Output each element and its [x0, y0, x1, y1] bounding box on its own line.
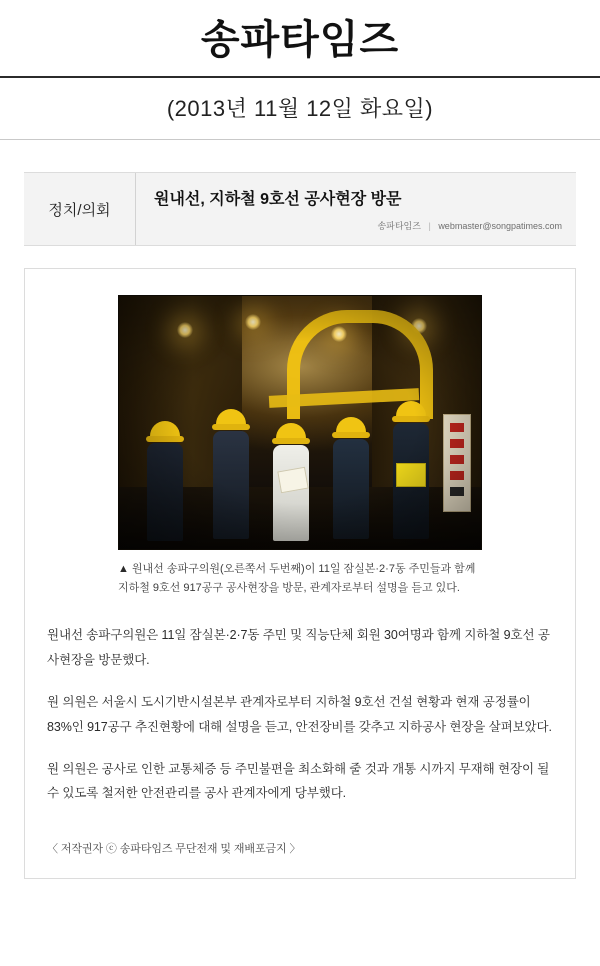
- masthead-title: 송파타임즈: [200, 18, 400, 62]
- article-photo: [118, 295, 482, 550]
- byline-author: 송파타임즈: [377, 221, 421, 231]
- article-figure: [47, 295, 553, 597]
- article-paragraph: 원 의원은 서울시 도시기반시설본부 관계자로부터 지하철 9호선 건설 현황과 현재 공정률이 83%인 917공구 추진현황에 대해 설명을 듣고, 안전장비를 갖추고 지하공사 현장을 살펴보았다.: [47, 695, 552, 734]
- masthead-divider-thin: [0, 139, 600, 140]
- masthead: [0, 0, 600, 140]
- photo-vignette: [119, 296, 481, 549]
- article-paragraph: 원내선 송파구의원은 11일 잠실본·2·7동 주민 및 직능단체 회원 30여명과 함께 지하철 9호선 공사현장을 방문했다.: [47, 628, 550, 667]
- byline-separator: |: [428, 221, 431, 231]
- article-body: [24, 268, 576, 879]
- caption-marker-icon: ▲: [118, 563, 129, 575]
- article-category[interactable]: 정치/의회: [24, 173, 136, 245]
- headline-right: [136, 173, 576, 245]
- masthead-date: (2013년 11월 12일 화요일): [166, 96, 434, 121]
- article-paragraph: 원 의원은 공사로 인한 교통체증 등 주민불편을 최소화해 줄 것과 개통 시까지 무재해 현장이 될 수 있도록 철저한 안전관리를 공사 관계자에게 당부했다.: [47, 761, 550, 801]
- copyright-notice: 〈 저작권자 ⓒ 송파타임즈 무단전재 및 재배포금지 〉: [47, 842, 301, 855]
- article-title: 원내선, 지하철 9호선 공사현장 방문: [154, 191, 402, 209]
- byline: [154, 221, 562, 232]
- byline-email[interactable]: webmaster@songpatimes.com: [438, 221, 562, 231]
- headline-block: [24, 172, 576, 246]
- photo-caption: [118, 560, 482, 597]
- caption-text: 원내선 송파구의원(오른쪽서 두번째)이 11일 잠실본·2·7동 주민들과 함께 지하철 9호선 917공구 공사현장을 방문, 관계자로부터 설명을 듣고 있다.: [118, 563, 476, 594]
- article-text: [47, 623, 553, 805]
